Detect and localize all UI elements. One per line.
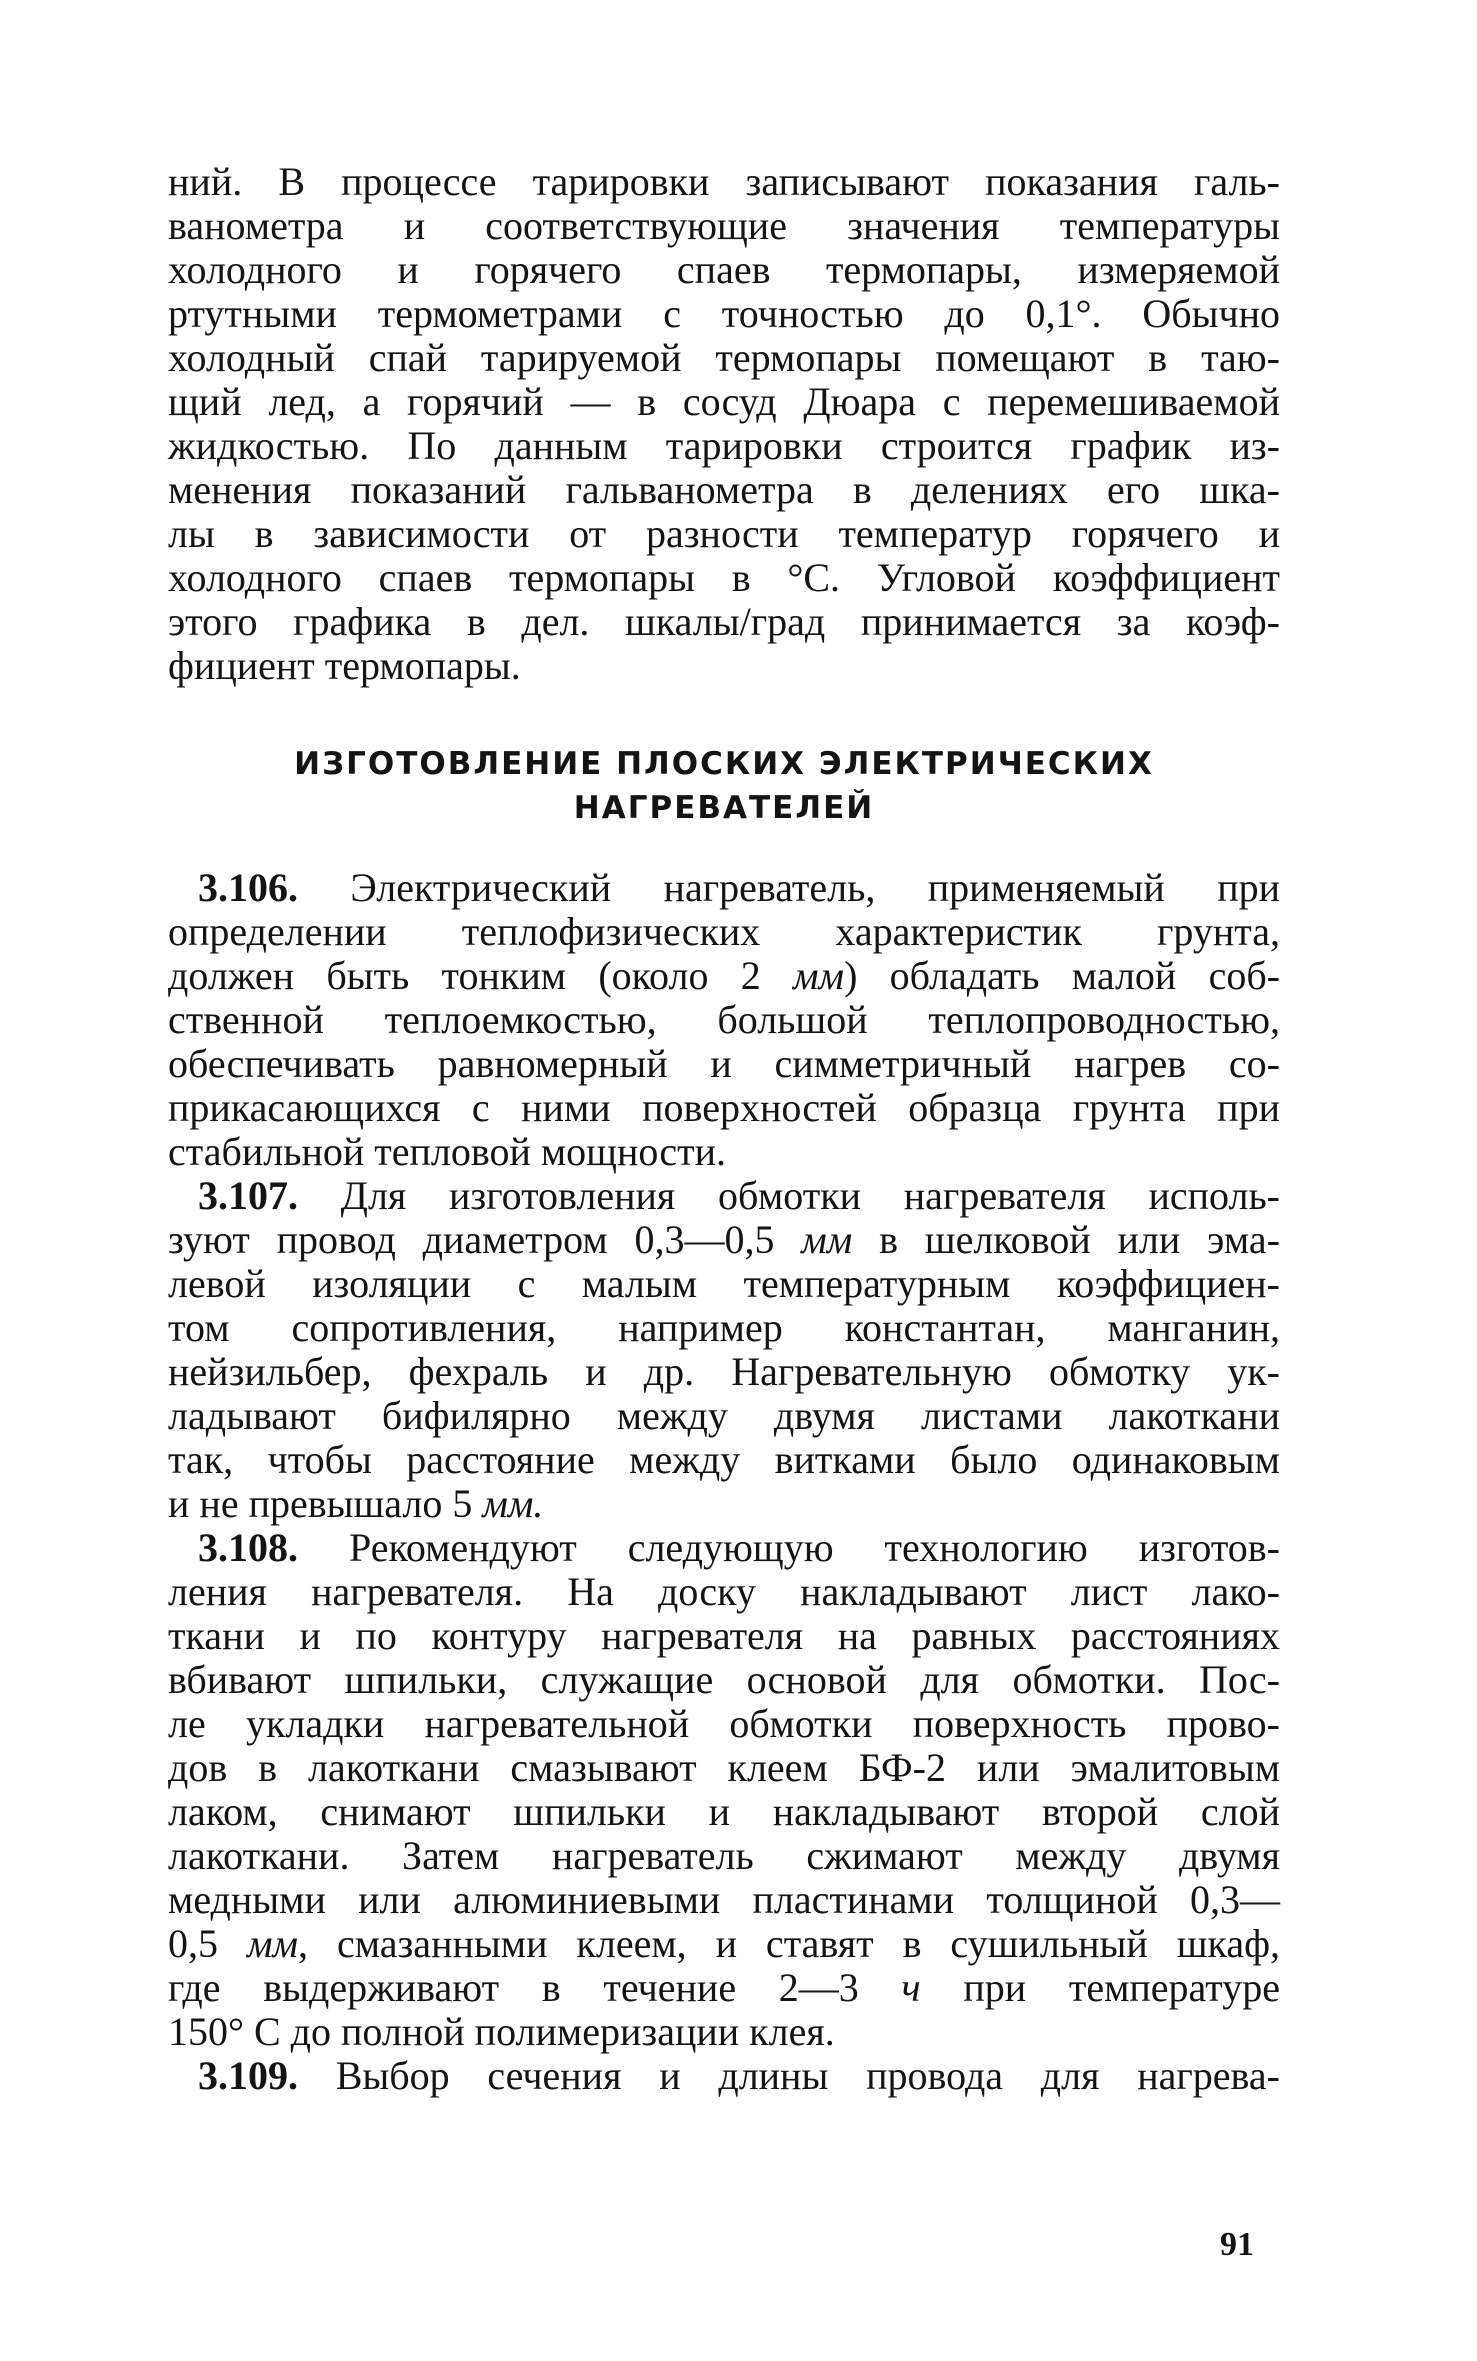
section-heading-line-1: ИЗГОТОВЛЕНИЕ ПЛОСКИХ ЭЛЕКТРИЧЕСКИХ [294, 746, 1154, 782]
text-line [168, 1966, 1280, 2010]
paragraph-3-108 [168, 1526, 1280, 2054]
text-line [168, 866, 1280, 910]
text-line: холодного спаев термопары в °С. Угловой коэффициент [168, 555, 1280, 600]
text-line: фициент термопары. [168, 643, 521, 688]
clause-number: 3.107. [198, 1173, 298, 1218]
text-run: зуют провод диаметром 0,3—0,5 [168, 1217, 802, 1262]
text-run: 0,5 [168, 1921, 247, 1966]
unit-text: мм [246, 1921, 299, 1966]
text-run: ) обладать малой соб- [844, 953, 1281, 998]
text-line: определении теплофизических характеристик грунта, [168, 909, 1280, 954]
text-line: ртутными термометрами с точностью до 0,1°. Обычно [168, 291, 1280, 336]
paragraph-3-109 [168, 2054, 1280, 2098]
text-line: дов в лакоткани смазывают клеем БФ-2 или эмалитовым [168, 1745, 1280, 1790]
text-line: лаком, снимают шпильки и накладывают второй слой [168, 1789, 1280, 1834]
text-line [168, 1526, 1280, 1570]
paragraph-3-107 [168, 1174, 1280, 1526]
text-run: Электрический нагреватель, применяемый при [298, 865, 1280, 910]
text-line: 150° С до полной полимеризации клея. [168, 2009, 835, 2054]
text-line: лакоткани. Затем нагреватель сжимают между двумя [168, 1833, 1280, 1878]
text-line: том сопротивления, например константан, манганин, [168, 1305, 1280, 1350]
unit-text: мм [801, 1217, 853, 1262]
section-heading-line-2: НАГРЕВАТЕЛЕЙ [573, 790, 875, 826]
clause-number: 3.106. [198, 865, 298, 910]
text-run: в шелковой или эма- [852, 1217, 1280, 1262]
clause-number: 3.109. [198, 2053, 298, 2098]
text-line: нейзильбер, фехраль и др. Нагревательную обмотку ук- [168, 1349, 1280, 1394]
text-line: левой изоляции с малым температурным коэффициен- [168, 1261, 1280, 1306]
text-line: щий лед, а горячий — в сосуд Дюара с перемешиваемой [168, 379, 1280, 424]
text-line: этого графика в дел. шкалы/град принимается за коэф- [168, 599, 1280, 644]
text-run: Рекомендуют следующую технологию изготов- [298, 1525, 1280, 1570]
text-line: ственной теплоемкостью, большой теплопроводностью, [168, 997, 1280, 1042]
text-line: ления нагревателя. На доску накладывают лист лако- [168, 1569, 1280, 1614]
text-line: холодного и горячего спаев термопары, измеряемой [168, 247, 1280, 292]
text-line [168, 1174, 1280, 1218]
text-line [168, 1482, 1280, 1526]
text-run: , смазанными клеем, и ставят в сушильный шкаф, [298, 1921, 1281, 1966]
text-line: так, чтобы расстояние между витками было одинаковым [168, 1437, 1280, 1482]
text-line: ванометра и соответствующие значения температуры [168, 203, 1280, 248]
paragraph-3-106 [168, 866, 1280, 1174]
text-run: и не превышало 5 [168, 1481, 483, 1526]
text-line: жидкостью. По данным тарировки строится график из- [168, 423, 1280, 468]
text-run: где выдерживают в течение 2—3 [168, 1965, 902, 2010]
text-line: ладывают бифилярно между двумя листами лакоткани [168, 1393, 1280, 1438]
page-number: 91 [1220, 2226, 1254, 2263]
text-line [168, 954, 1280, 998]
text-line: ле укладки нагревательной обмотки поверхность прово- [168, 1701, 1280, 1746]
unit-text: мм. [482, 1481, 544, 1526]
text-line [168, 2054, 1280, 2098]
text-line: ний. В процессе тарировки записывают показания галь- [168, 159, 1280, 204]
text-line: медными или алюминиевыми пластинами толщиной 0,3— [168, 1877, 1280, 1922]
text-line: вбивают шпильки, служащие основой для обмотки. Пос- [168, 1657, 1280, 1702]
text-run: Для изготовления обмотки нагревателя исполь- [298, 1173, 1280, 1218]
text-run: при температуре [920, 1965, 1280, 2010]
text-line: менения показаний гальванометра в делениях его шка- [168, 467, 1280, 512]
text-line [168, 1218, 1280, 1262]
text-line: ткани и по контуру нагревателя на равных расстояниях [168, 1613, 1280, 1658]
unit-text: мм [793, 953, 845, 998]
text-line: лы в зависимости от разности температур горячего и [168, 511, 1280, 556]
text-line: прикасающихся с ними поверхностей образца грунта при [168, 1085, 1280, 1130]
clause-number: 3.108. [198, 1525, 298, 1570]
text-run: Выбор сечения и длины провода для нагрева- [298, 2053, 1280, 2098]
text-run: должен быть тонким (около 2 [168, 953, 794, 998]
text-line: обеспечивать равномерный и симметричный нагрев со- [168, 1041, 1280, 1086]
text-line: холодный спай тарируемой термопары помещают в таю- [168, 335, 1280, 380]
unit-text: ч [901, 1965, 921, 2010]
continuation-paragraph [168, 160, 1280, 688]
section-heading [168, 742, 1280, 830]
text-line [168, 1922, 1280, 1966]
text-line: стабильной тепловой мощности. [168, 1129, 727, 1174]
